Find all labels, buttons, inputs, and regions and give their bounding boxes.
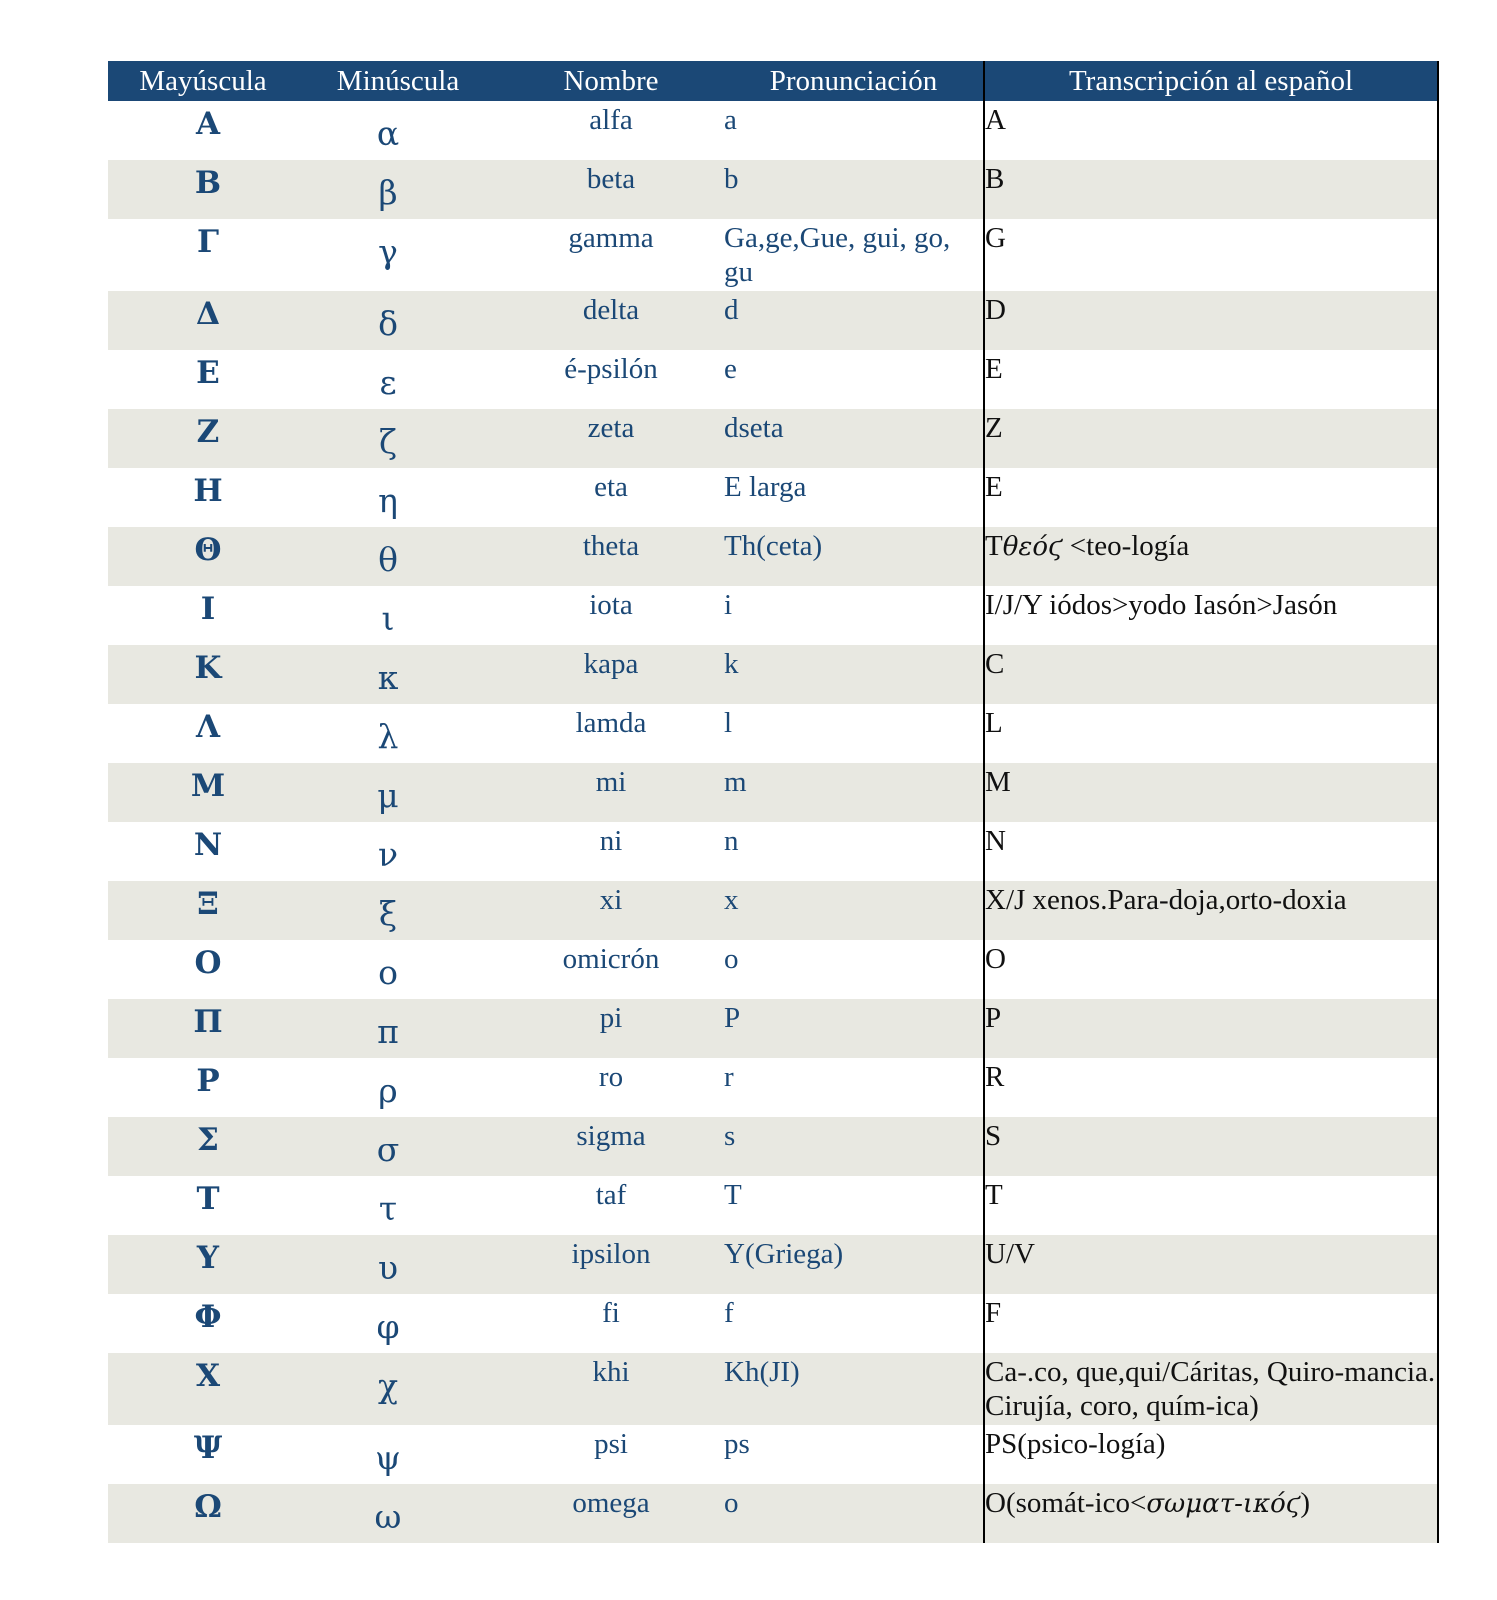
- greek-alphabet-sheet: [108, 61, 1438, 1543]
- header-pronunciation: Pronunciación: [724, 61, 984, 101]
- table-row: [108, 468, 1438, 527]
- transcription: [984, 101, 1438, 160]
- letter-name: ro: [498, 1058, 724, 1117]
- pronunciation: Kh(JI): [724, 1353, 984, 1425]
- transcription: [984, 291, 1438, 350]
- table-row: [108, 999, 1438, 1058]
- letter-name: zeta: [498, 409, 724, 468]
- uppercase-letter: Ω: [108, 1484, 298, 1543]
- uppercase-letter: Χ: [108, 1353, 298, 1425]
- table-row: [108, 291, 1438, 350]
- table-row: [108, 527, 1438, 586]
- lowercase-letter: α: [298, 101, 498, 160]
- lowercase-letter: κ: [298, 645, 498, 704]
- transcription: [984, 999, 1438, 1058]
- uppercase-letter: Σ: [108, 1117, 298, 1176]
- table-row: [108, 1353, 1438, 1425]
- greek-alphabet-table: [108, 61, 1439, 1543]
- transcription-text: L: [985, 707, 1003, 739]
- uppercase-letter: Λ: [108, 704, 298, 763]
- pronunciation: a: [724, 101, 984, 160]
- lowercase-letter: π: [298, 999, 498, 1058]
- lowercase-letter: ρ: [298, 1058, 498, 1117]
- letter-name: kapa: [498, 645, 724, 704]
- table-row: [108, 940, 1438, 999]
- table-row: [108, 219, 1438, 291]
- table-row: [108, 160, 1438, 219]
- header-transcription: Transcripción al español: [984, 61, 1438, 101]
- transcription-suffix: ): [1300, 1487, 1311, 1519]
- pronunciation: o: [724, 1484, 984, 1543]
- transcription: [984, 1484, 1438, 1543]
- uppercase-letter: Ο: [108, 940, 298, 999]
- transcription-text: S: [985, 1120, 1002, 1152]
- pronunciation: i: [724, 586, 984, 645]
- lowercase-letter: ε: [298, 350, 498, 409]
- header-lowercase: Minúscula: [298, 61, 498, 101]
- table-row: [108, 822, 1438, 881]
- letter-name: eta: [498, 468, 724, 527]
- transcription: [984, 1294, 1438, 1353]
- lowercase-letter: ξ: [298, 881, 498, 940]
- uppercase-letter: Κ: [108, 645, 298, 704]
- letter-name: lamda: [498, 704, 724, 763]
- uppercase-letter: Ζ: [108, 409, 298, 468]
- pronunciation: s: [724, 1117, 984, 1176]
- pronunciation: d: [724, 291, 984, 350]
- pronunciation: f: [724, 1294, 984, 1353]
- header-row: [108, 61, 1438, 101]
- letter-name: iota: [498, 586, 724, 645]
- letter-name: omicrón: [498, 940, 724, 999]
- transcription-text: G: [985, 222, 1006, 254]
- uppercase-letter: Τ: [108, 1176, 298, 1235]
- uppercase-letter: Μ: [108, 763, 298, 822]
- transcription-text: N: [985, 825, 1006, 857]
- pronunciation: o: [724, 940, 984, 999]
- lowercase-letter: ω: [298, 1484, 498, 1543]
- transcription-text: D: [985, 294, 1006, 326]
- transcription: [984, 1235, 1438, 1294]
- transcription: [984, 881, 1438, 940]
- lowercase-letter: υ: [298, 1235, 498, 1294]
- transcription-text: I/J/Y iódos>yodo Iasón>Jasón: [985, 589, 1338, 621]
- letter-name: psi: [498, 1425, 724, 1484]
- letter-name: beta: [498, 160, 724, 219]
- uppercase-letter: Ψ: [108, 1425, 298, 1484]
- transcription-text: X/J xenos.Para-doja,orto-doxia: [985, 884, 1347, 916]
- pronunciation: dseta: [724, 409, 984, 468]
- pronunciation: r: [724, 1058, 984, 1117]
- lowercase-letter: δ: [298, 291, 498, 350]
- letter-name: khi: [498, 1353, 724, 1425]
- letter-name: gamma: [498, 219, 724, 291]
- transcription-text: P: [985, 1002, 1002, 1034]
- uppercase-letter: Β: [108, 160, 298, 219]
- table-row: [108, 704, 1438, 763]
- table-row: [108, 350, 1438, 409]
- uppercase-letter: Ι: [108, 586, 298, 645]
- uppercase-letter: Ξ: [108, 881, 298, 940]
- transcription: [984, 1058, 1438, 1117]
- pronunciation: E larga: [724, 468, 984, 527]
- transcription: [984, 1117, 1438, 1176]
- table-header: [108, 61, 1438, 101]
- letter-name: mi: [498, 763, 724, 822]
- table-row: [108, 586, 1438, 645]
- pronunciation: x: [724, 881, 984, 940]
- pronunciation: l: [724, 704, 984, 763]
- transcription-suffix: <teo-logía: [1062, 530, 1190, 562]
- uppercase-letter: Θ: [108, 527, 298, 586]
- uppercase-letter: Ε: [108, 350, 298, 409]
- transcription: [984, 822, 1438, 881]
- table-row: [108, 101, 1438, 160]
- lowercase-letter: θ: [298, 527, 498, 586]
- transcription: [984, 1353, 1438, 1425]
- lowercase-letter: λ: [298, 704, 498, 763]
- transcription: [984, 645, 1438, 704]
- uppercase-letter: Φ: [108, 1294, 298, 1353]
- transcription-text: E: [985, 353, 1003, 385]
- transcription: [984, 1425, 1438, 1484]
- table-row: [108, 1235, 1438, 1294]
- transcription: [984, 468, 1438, 527]
- lowercase-letter: ο: [298, 940, 498, 999]
- letter-name: theta: [498, 527, 724, 586]
- pronunciation: k: [724, 645, 984, 704]
- uppercase-letter: Γ: [108, 219, 298, 291]
- transcription: [984, 409, 1438, 468]
- letter-name: alfa: [498, 101, 724, 160]
- transcription: [984, 527, 1438, 586]
- transcription: [984, 704, 1438, 763]
- transcription-text: B: [985, 163, 1005, 195]
- lowercase-letter: φ: [298, 1294, 498, 1353]
- letter-name: é-psilón: [498, 350, 724, 409]
- lowercase-letter: τ: [298, 1176, 498, 1235]
- pronunciation: ps: [724, 1425, 984, 1484]
- letter-name: ipsilon: [498, 1235, 724, 1294]
- letter-name: taf: [498, 1176, 724, 1235]
- transcription: [984, 1176, 1438, 1235]
- transcription: [984, 160, 1438, 219]
- transcription-text: M: [985, 766, 1011, 798]
- table-row: [108, 763, 1438, 822]
- uppercase-letter: Α: [108, 101, 298, 160]
- transcription: [984, 763, 1438, 822]
- table-row: [108, 645, 1438, 704]
- uppercase-letter: Η: [108, 468, 298, 527]
- transcription-greek-word: σωματ-ικόϛ: [1146, 1489, 1301, 1519]
- pronunciation: P: [724, 999, 984, 1058]
- transcription: [984, 940, 1438, 999]
- transcription-text: PS(psico-logía): [985, 1428, 1166, 1460]
- table-row: [108, 409, 1438, 468]
- letter-name: delta: [498, 291, 724, 350]
- header-uppercase: Mayúscula: [108, 61, 298, 101]
- transcription-text: Z: [985, 412, 1003, 444]
- lowercase-letter: ψ: [298, 1425, 498, 1484]
- uppercase-letter: Δ: [108, 291, 298, 350]
- pronunciation: T: [724, 1176, 984, 1235]
- table-row: [108, 1484, 1438, 1543]
- table-body: [108, 101, 1438, 1543]
- lowercase-letter: σ: [298, 1117, 498, 1176]
- transcription-text: T: [985, 530, 1003, 562]
- transcription: [984, 350, 1438, 409]
- transcription-text: A: [985, 104, 1006, 136]
- uppercase-letter: Ρ: [108, 1058, 298, 1117]
- pronunciation: Y(Griega): [724, 1235, 984, 1294]
- transcription-text: E: [985, 471, 1003, 503]
- transcription-text: O(somát-ico<: [985, 1487, 1147, 1519]
- transcription: [984, 586, 1438, 645]
- lowercase-letter: ι: [298, 586, 498, 645]
- pronunciation: b: [724, 160, 984, 219]
- table-row: [108, 881, 1438, 940]
- transcription: [984, 219, 1438, 291]
- pronunciation: e: [724, 350, 984, 409]
- uppercase-letter: Π: [108, 999, 298, 1058]
- letter-name: omega: [498, 1484, 724, 1543]
- uppercase-letter: Ν: [108, 822, 298, 881]
- table-row: [108, 1425, 1438, 1484]
- transcription-text: Ca-.co, que,qui/Cáritas, Quiro-mancia. Cirujía, coro, quím-ica): [985, 1356, 1436, 1422]
- transcription-text: O: [985, 943, 1006, 975]
- lowercase-letter: η: [298, 468, 498, 527]
- letter-name: pi: [498, 999, 724, 1058]
- pronunciation: m: [724, 763, 984, 822]
- transcription-text: T: [985, 1179, 1003, 1211]
- table-row: [108, 1117, 1438, 1176]
- lowercase-letter: μ: [298, 763, 498, 822]
- transcription-text: C: [985, 648, 1005, 680]
- transcription-text: F: [985, 1297, 1002, 1329]
- letter-name: fi: [498, 1294, 724, 1353]
- pronunciation: Ga,ge,Gue, gui, go, gu: [724, 219, 984, 291]
- letter-name: xi: [498, 881, 724, 940]
- letter-name: sigma: [498, 1117, 724, 1176]
- table-row: [108, 1294, 1438, 1353]
- table-row: [108, 1058, 1438, 1117]
- transcription-text: U/V: [985, 1238, 1035, 1270]
- pronunciation: Th(ceta): [724, 527, 984, 586]
- lowercase-letter: ν: [298, 822, 498, 881]
- letter-name: ni: [498, 822, 724, 881]
- uppercase-letter: Υ: [108, 1235, 298, 1294]
- header-name: Nombre: [498, 61, 724, 101]
- lowercase-letter: χ: [298, 1353, 498, 1425]
- transcription-greek-word: θεόϛ: [1002, 532, 1063, 562]
- table-row: [108, 1176, 1438, 1235]
- lowercase-letter: ζ: [298, 409, 498, 468]
- lowercase-letter: γ: [298, 219, 498, 291]
- lowercase-letter: β: [298, 160, 498, 219]
- pronunciation: n: [724, 822, 984, 881]
- transcription-text: R: [985, 1061, 1005, 1093]
